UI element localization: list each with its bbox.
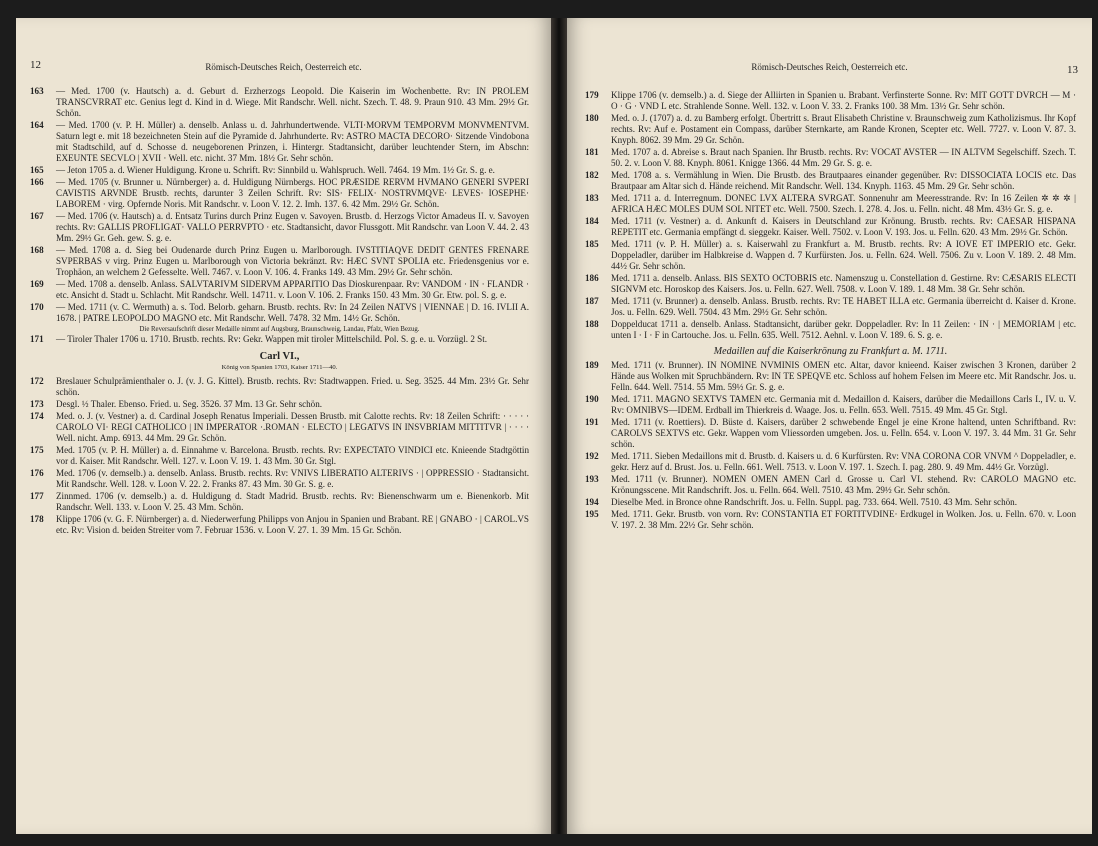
- entry-text: Med. 1711 (v. Brunner). NOMEN OMEN AMEN Carl d. Grosse u. Carl VI. stehend. Rv: CAROLO MAGNO etc. Krönungsscene. Mit Randschrift. Jos. u. Felln. 664. Well. 7510. 43 Mm. 29½ Gr. Sehr schön.: [611, 474, 1076, 495]
- catalog-entry: [585, 239, 1076, 272]
- catalog-entry: [585, 474, 1076, 496]
- catalog-entry: [585, 394, 1076, 416]
- entry-text: Dieselbe Med. in Bronce ohne Randschrift. Jos. u. Felln. Suppl. pag. 733. 664. Well. 7510. 43 Mm. Sehr schön.: [611, 497, 1018, 507]
- entry-text: — Med. 1705 (v. Brunner u. Nürnberger) a. d. Huldigung Nürnbergs. HOC PRÆSIDE RERVM HVMANO GENERI SVPERI CAVISTIS ARVNDE Brustb. rechts, darunter 3 Zeilen Schrift. Rv: SIS· FELIX· NOSTRVMQVE· LEVES· IOSEPHE· LABOREM · virg. Opfernde Noris. Mit Randschr. v. Loon V. 12. 2. Imh. 137. 6. 42 Mm. 29½ Gr. Schön.: [56, 177, 529, 209]
- entry-text: — Med. 1700 (v. Hautsch) a. d. Geburt d. Erzherzogs Leopold. Die Kaiserin im Wochenbette. Rv: IN PROLEM TRANSCVRRAT etc. Genius legt d. Kind in d. Wiege. Mit Randschr. Well. nicht. Szech. T. 48. 9. Praun 910. 43 Mm. 29½ Gr. Schön.: [56, 86, 529, 118]
- right-page-number: 13: [1067, 64, 1078, 76]
- catalog-entry: [30, 376, 529, 398]
- catalog-entry: [30, 411, 529, 444]
- entry-text: — Jeton 1705 a. d. Wiener Huldigung. Krone u. Schrift. Rv: Sinnbild u. Wahlspruch. Well. 7464. 19 Mm. 1½ Gr. S. g. e.: [56, 165, 495, 175]
- entry-text: Med. 1711 a. denselb. Anlass. BIS SEXTO OCTOBRIS etc. Namenszug u. Constellation d. Gestirne. Rv: CÆSARIS ELECTI SIGNVM etc. Horoskop des Kaisers. Jos. u. Felln. 627. Well. 7508. v. Loon V. 189. 1. 48 Mm. 38 Gr. Sehr schön.: [611, 273, 1076, 294]
- entry-text: Med. 1706 (v. demselb.) a. denselb. Anlass. Brustb. rechts. Rv: VNIVS LIBERATIO ALTERIVS · | OPPRESSIO · Stadtansicht. Mit Randschr. Well. 128. v. Loon V. 22. 2. Franks 87. 43 Mm. 30 Gr. S. g. e.: [56, 468, 529, 489]
- catalog-entry: [585, 216, 1076, 238]
- entry-number: 193: [585, 474, 599, 484]
- left-page-number: 12: [30, 59, 41, 71]
- entry-text: Med. 1711. MAGNO SEXTVS TAMEN etc. Germania mit d. Medaillon d. Kaisers, darüber die Medaillons Carls I., IV. u. V. Rv: OMNIBVS—IDEM. Erdball im Thierkreis d. Waage. Jos. u. Felln. 653. Well. 7515. 49 Mm. 45 Gr. Stgl.: [611, 394, 1076, 415]
- catalog-entry: [30, 302, 529, 324]
- entry-text: Med. 1711. Gekr. Brustb. von vorn. Rv: CONSTANTIA ET FORTITVDINE· Erdkugel in Wolken. Jos. u. Felln. 670. v. Loon V. 197. 2. 38 Mm. 22½ Gr. Sehr schön.: [611, 509, 1076, 530]
- catalog-entry: [585, 296, 1076, 318]
- entry-text: Klippe 1706 (v. G. F. Nürnberger) a. d. Niederwerfung Philipps von Anjou in Spanien und Brabant. RE | GNABO · | CAROL.VS etc. Rv: Vision d. beiden Streiter vom 7. Februar 1536. v. Loon V. 27. 1. 39 Mm. 15 Gr. Schön.: [56, 514, 529, 535]
- left-entries-top: [30, 86, 529, 324]
- entry-text: — Med. 1708 a. d. Sieg bei Oudenarde durch Prinz Eugen u. Marlborough. IVSTITIAQVE DEDIT GENTES FRENARE SVPERBAS v virg. Prinz Eugen u. Marlborough von Victoria bekränzt. Rv: HÆC SVNT SPOLIA etc. Friedensgenius vor e. Trophäon, an welchem 2 Gefesselte. Well. 7467. v. Loon V. 106. 4. Franks 149. 43 Mm. 29½ Gr. Sehr schön.: [56, 245, 529, 277]
- entry-text: Med. 1711 (v. P. H. Müller) a. s. Kaiserwahl zu Frankfurt a. M. Brustb. rechts. Rv: A IOVE ET IMPERIO etc. Gekr. Doppeladler, darüber im Halbkreise d. Wappen d. 7 Kurfürsten. Jos. u. Felln. 624. Well. 7506. Zu v. Loon V. 189. 2. 48 Mm. 44½ Gr. Sehr schön.: [611, 239, 1076, 271]
- entry-number: 165: [30, 165, 44, 175]
- catalog-entry: [585, 193, 1076, 215]
- catalog-entry: [585, 360, 1076, 393]
- entry-text: Med. 1708 a. s. Vermählung in Wien. Die Brustb. des Brautpaares einander gegenüber. Rv: DISSOCIATA LOCIS etc. Das Brautpaar am Altar sich d. Hände reichend. Mit Randschr. Well. 134. Knyph. 1163. 45 Mm. 29 Gr. Sehr schön.: [611, 170, 1076, 191]
- entry-number: 180: [585, 113, 599, 123]
- entry-text: Med. o. J. (1707) a. d. zu Bamberg erfolgt. Übertritt s. Braut Elisabeth Christine v. Braunschweig zum Katholizismus. Ihr Kopf rechts. Rv: Auf e. Postament ein Compass, darüber Sternkarte, am Rande Kronen, Scepter etc. Well. 7727. v. Loon V. 87. 3. Knyph. 8062. 39 Mm. 29 Gr. Schön.: [611, 113, 1076, 145]
- entry-number: 164: [30, 120, 44, 130]
- entry-number: 179: [585, 90, 599, 100]
- catalog-entry: [30, 279, 529, 301]
- entry-number: 163: [30, 86, 44, 96]
- right-running-header: Römisch-Deutsches Reich, Oesterreich etc.: [751, 62, 908, 72]
- entry-number: 189: [585, 360, 599, 370]
- left-page: [16, 18, 551, 834]
- entry-number: 166: [30, 177, 44, 187]
- entry-text: Med. 1705 (v. P. H. Müller) a. d. Einnahme v. Barcelona. Brustb. rechts. Rv: EXPECTATO VINDICI etc. Knieende Stadtgöttin vor d. Kaiser. Mit Randschr. Well. 127. v. Loon V. 19. 1. 43 Mm. 30 Gr. Stgl.: [56, 445, 529, 466]
- entry-number: 173: [30, 399, 44, 409]
- entry-number: 172: [30, 376, 44, 386]
- catalog-entry: [585, 451, 1076, 473]
- catalog-entry: [30, 334, 529, 345]
- catalog-entry: [30, 399, 529, 410]
- entry-number: 178: [30, 514, 44, 524]
- entry-text: Med. 1707 a. d. Abreise s. Braut nach Spanien. Ihr Brustb. rechts. Rv: VOCAT AVSTER — IN ALTVM Segelschiff. Szech. T. 50. 2. v. Loon V. 88. Knyph. 8061. Knigge 1366. 44 Mm. 29 Gr. S. g. e.: [611, 147, 1076, 168]
- entry-text: — Tiroler Thaler 1706 u. 1710. Brustb. rechts. Rv: Gekr. Wappen mit tiroler Mittelschild. Pol. S. g. e. u. Vorzügl. 2 St.: [56, 334, 488, 344]
- catalog-entry: [30, 86, 529, 119]
- entry-number: 194: [585, 497, 599, 507]
- entry-text: Doppelducat 1711 a. denselb. Anlass. Stadtansicht, darüber gekr. Doppeladler. Rv: In 11 Zeilen: · IN · | MEMORIAM | etc. unten I · I · F in Cartouche. Jos. u. Felln. 635. Well. 7512. Aehnl. v. Loon V. 189. 6. S. g. e.: [611, 319, 1076, 340]
- entry-text: Med. 1711. Sieben Medaillons mit d. Brustb. d. Kaisers u. d. 6 Kurfürsten. Rv: VNA CORONA COR VNVM ^ Doppeladler, e. gekr. Herz auf d. Brust. Jos. u. Felln. 661. Well. 7513. v. Loon V. 197. 1. Szech. I. pag. 280. 9. 49 Mm. 44½ Gr. Vorzügl.: [611, 451, 1076, 472]
- entry-text: Breslauer Schulprämienthaler o. J. (v. J. G. Kittel). Brustb. rechts. Rv: Stadtwappen. Fried. u. Seg. 3525. 44 Mm. 23½ Gr. Sehr schön.: [56, 376, 529, 397]
- entry-text: Med. 1711 (v. Vestner) a. d. Ankunft d. Kaisers in Deutschland zur Krönung. Brustb. rechts. Rv: CAESAR HISPANA REPETIT etc. Germania empfängt d. sieggekr. Kaiser. Well. 7502. v. Loon V. 193. Jos. u. Felln. 620. 43 Mm. 29½ Gr. Schön.: [611, 216, 1076, 237]
- catalog-entry: [30, 445, 529, 467]
- entry-text: Zinnmed. 1706 (v. demselb.) a. d. Huldigung d. Stadt Madrid. Brustb. rechts. Rv: Bienenschwarm um e. Bienenkorb. Mit Randschr. Well. 133. v. Loon V. 25. 43 Mm. Schön.: [56, 491, 529, 512]
- entry-number: 188: [585, 319, 599, 329]
- section-subtitle: König von Spanien 1703, Kaiser 1711—40.: [221, 364, 338, 371]
- entry-number: 176: [30, 468, 44, 478]
- right-page: [567, 18, 1092, 834]
- entry-text: — Med. 1700 (v. P. H. Müller) a. denselb. Anlass u. d. Jahrhundertwende. VLTI·MORVM TEMPORVM MONVMENTVM. Saturn legt e. mit 18 bezeichneten Stein auf die Pyramide d. Jahrhunderte. Rv: ASTRO MACTA DECORO· Sitzende Vindobona mit Stadtschild, auf d. Schosse d. neugeborenen Prinzen, i. Hintergr. Stadtansicht, darüber leuchtender Stern, im Abschn: EXEUNTE SECVLO | XVII · Well. etc. nicht. 37 Mm. 18½ Gr. Sehr schön.: [56, 120, 529, 163]
- entry-number: 169: [30, 279, 44, 289]
- catalog-entry: [585, 509, 1076, 531]
- entry-number: 187: [585, 296, 599, 306]
- entry-text: Med. 1711 (v. Roettiers). D. Büste d. Kaisers, darüber 2 schwebende Engel je eine Krone haltend, unten Schriftband. Rv: CAROLVS SEXTVS etc. Gekr. Wappen vom Vliessorden umgeben. Jos. u. Felln. 654. v. Loon V. 197. 3. 44 Mm. 31 Gr. Sehr schön.: [611, 417, 1076, 449]
- entry-number: 186: [585, 273, 599, 283]
- right-entries-bottom: [585, 360, 1076, 531]
- catalog-entry: [585, 170, 1076, 192]
- entry-text: Med. 1711 (v. Brunner). IN NOMINE NVMINIS OMEN etc. Altar, davor knieend. Kaiser zwischen 3 Kronen, darüber 2 Hände aus Wolken mit Spruchbändern. Rv: IN TE SPEQVE etc. Schloss auf hohem Felsen im Meere etc. Mit Randschr. Jos. u. Felln. 644. Well. 7514. 55 Mm. 59½ Gr. S. g. e.: [611, 360, 1076, 392]
- catalog-entry: [30, 120, 529, 164]
- catalog-entry: [30, 211, 529, 244]
- catalog-entry: [585, 273, 1076, 295]
- entry-text: Med. 1711 a. d. Interregnum. DONEC LVX ALTERA SVRGAT. Sonnenuhr am Meeresstrande. Rv: In 16 Zeilen ✲ ✲ ✲ | AFRICA HÆC MOLES DUM SOL NITET etc. Well. 7500. Szech. I. 278. 4. Jos. u. Felln. nicht. 48 Mm. 43½ Gr. S. g. e.: [611, 193, 1076, 214]
- entry-number: 181: [585, 147, 599, 157]
- catalog-entry: [585, 113, 1076, 146]
- catalog-entry: [30, 491, 529, 513]
- entry-number: 174: [30, 411, 44, 421]
- entry-number: 185: [585, 239, 599, 249]
- footnote: Die Reversaufschrift dieser Medaille nimmt auf Augsburg, Braunschweig, Landau, Pfalz, Wien Bezug.: [139, 326, 420, 333]
- entry-number: 191: [585, 417, 599, 427]
- catalog-entry: [30, 245, 529, 278]
- book-gutter: [551, 18, 567, 834]
- entry-number: 183: [585, 193, 599, 203]
- entry-text: Med. o. J. (v. Vestner) a. d. Cardinal Joseph Renatus Imperiali. Dessen Brustb. mit Calotte rechts. Rv: 18 Zeilen Schrift: · · · · · CAROLO VI· REGI CATHOLICO | IN IMPERATOR ·.ROMAN · ELECTO | LEGATVS IN INSVBRIAM MITTITVR | · · · · Well. nicht. Amp. 6913. 44 Mm. 29 Gr. Schön.: [56, 411, 529, 443]
- left-entries-mid: [30, 334, 529, 345]
- catalog-entry: [585, 319, 1076, 341]
- entry-text: Klippe 1706 (v. demselb.) a. d. Siege der Alliirten in Spanien u. Brabant. Verfinsterte Sonne. Rv: MIT GOTT DVRCH — M · O · G · VND L etc. Strahlende Sonne. Well. 132. v. Loon V. 33. 2. Franks 100. 38 Mm. 13½ Gr. Sehr schön.: [611, 90, 1076, 111]
- entry-number: 175: [30, 445, 44, 455]
- catalog-entry: [585, 90, 1076, 112]
- entry-text: — Med. 1708 a. denselb. Anlass. SALVTARIVM SIDERVM APPARITIO Das Dioskurenpaar. Rv: VANDOM · IN · FLANDR · etc. Ansicht d. Stadt u. Schlacht. Mit Randschr. Well. 14711. v. Loon V. 106. 2. Franks 150. 43 Mm. 30 Gr. Etw. pol. S. g. e.: [56, 279, 529, 300]
- entry-text: — Med. 1711 (v. C. Wermuth) a. s. Tod. Belorb. geharn. Brustb. rechts. Rv: In 24 Zeilen NATVS | VIENNAE | D. 16. IVLII A. 1678. | PATRE LEOPOLDO MAGNO etc. Mit Randschr. Well. 7478. 32 Mm. 14½ Gr. Schön.: [56, 302, 529, 323]
- catalog-entry: [585, 417, 1076, 450]
- left-page-body: [30, 86, 529, 537]
- medal-section-heading: Medaillen auf die Kaiserkrönung zu Frankfurt a. M. 1711.: [713, 346, 948, 357]
- left-running-header: Römisch-Deutsches Reich, Oesterreich etc.: [205, 62, 362, 72]
- entry-number: 168: [30, 245, 44, 255]
- section-title: Carl VI.,: [259, 351, 300, 362]
- entry-number: 171: [30, 334, 44, 344]
- catalog-entry: [30, 514, 529, 536]
- catalog-entry: [30, 468, 529, 490]
- catalog-entry: [30, 177, 529, 210]
- entry-number: 167: [30, 211, 44, 221]
- left-entries-bottom: [30, 376, 529, 536]
- entry-number: 195: [585, 509, 599, 519]
- catalog-entry: [30, 165, 529, 176]
- right-entries-top: [585, 90, 1076, 341]
- catalog-entry: [585, 147, 1076, 169]
- entry-text: Desgl. ½ Thaler. Ebenso. Fried. u. Seg. 3526. 37 Mm. 13 Gr. Sehr schön.: [56, 399, 323, 409]
- entry-number: 184: [585, 216, 599, 226]
- entry-number: 177: [30, 491, 44, 501]
- entry-number: 170: [30, 302, 44, 312]
- entry-text: Med. 1711 (v. Brunner) a. denselb. Anlass. Brustb. rechts. Rv: TE HABET ILLA etc. Germania überreicht d. Kaiser d. Krone. Jos. u. Felln. 629. Well. 7504. 43 Mm. 29½ Gr. Sehr schön.: [611, 296, 1076, 317]
- entry-text: — Med. 1706 (v. Hautsch) a. d. Entsatz Turins durch Prinz Eugen v. Savoyen. Brustb. d. Herzogs Victor Amadeus II. v. Savoyen rechts. Rv: GALLIS PROFLIGAT· VALLO PERRVPTO · etc. Stadtansicht, davor Flussgott. Mit Randschr. van Loon V. 44. 2. 43 Mm. 29½ Gr. Geh. gew. S. g. e.: [56, 211, 529, 243]
- entry-number: 182: [585, 170, 599, 180]
- right-page-body: [585, 90, 1076, 532]
- entry-number: 192: [585, 451, 599, 461]
- catalog-entry: [585, 497, 1076, 508]
- entry-number: 190: [585, 394, 599, 404]
